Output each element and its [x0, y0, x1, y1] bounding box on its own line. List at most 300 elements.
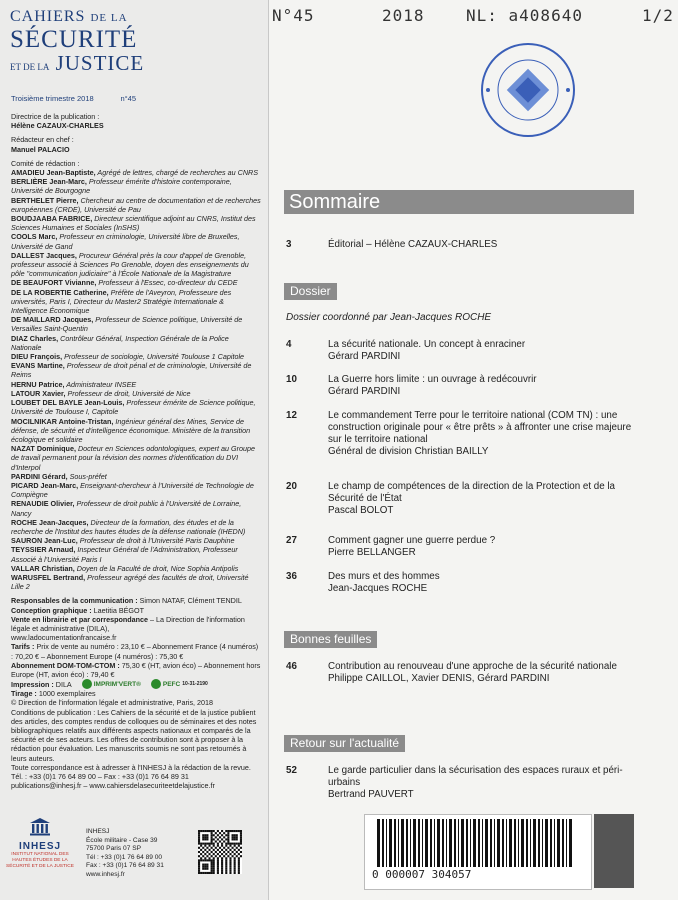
member-desc: Professeur de droit public à l'Université de Lorraine, Nancy	[11, 499, 242, 518]
qr-module	[238, 864, 240, 866]
committee-member	[11, 518, 261, 536]
qr-code[interactable]	[198, 830, 242, 874]
qr-module	[204, 838, 206, 840]
qr-module	[206, 836, 208, 838]
member-desc: Professeur de sociologie, Université Toulouse 1 Capitole	[62, 352, 245, 362]
credits-block	[11, 112, 261, 790]
qr-module	[200, 849, 202, 851]
toc-page-number: 12	[286, 410, 297, 421]
qr-module	[227, 847, 229, 849]
director-label: Directrice de la publication :	[11, 112, 100, 121]
barcode-bar	[382, 819, 384, 867]
barcode-bar	[509, 819, 512, 867]
qr-module	[240, 851, 242, 853]
toc-text	[328, 374, 646, 398]
sales-text: – La Direction de l'information légale et administrative (DILA),	[11, 614, 245, 633]
barcode-bar	[542, 819, 543, 867]
toc-author: Gérard PARDINI	[328, 386, 401, 397]
member-desc: Chercheur au centre de documentation et de recherches européennes (CRDE), Université de Pau	[11, 195, 261, 214]
toc-text	[328, 661, 646, 685]
member-name: PICARD Jean-Marc,	[11, 480, 79, 490]
qr-module	[213, 834, 215, 836]
member-desc: Professeur à l'Essec, co-directeur du CEDE	[96, 278, 238, 288]
qr-module	[240, 838, 242, 840]
qr-module	[213, 872, 215, 874]
qr-module	[227, 840, 229, 842]
qr-module	[229, 853, 231, 855]
inhesj-name: INHESJ	[18, 841, 62, 852]
barcode-bars	[377, 819, 577, 867]
qr-module	[217, 845, 219, 847]
qr-module	[238, 870, 240, 872]
member-name: LATOUR Xavier,	[11, 388, 66, 398]
qr-module	[238, 868, 240, 870]
qr-module	[227, 838, 229, 840]
qr-module	[217, 857, 219, 859]
committee-member	[11, 380, 261, 389]
barcode-bar	[418, 819, 420, 867]
toc-text	[328, 410, 646, 458]
member-desc: Procureur Général près la cour d'appel de Grenoble, professeur associé à Sciences Po Grenoble, doyen des enseignements du pôle "communication judiciaire" à l'École Nationale de la Magistrature	[11, 250, 249, 279]
toc-author: Pierre BELLANGER	[328, 547, 416, 558]
qr-module	[211, 840, 213, 842]
qr-module	[202, 864, 204, 866]
qr-module	[219, 840, 221, 842]
member-name: DIEU François,	[11, 352, 63, 362]
committee-member	[11, 232, 261, 250]
toc-page-number: 27	[286, 535, 297, 546]
member-desc: Ingénieur général des Mines, Service de défense, de sécurité et d'intelligence économique. Ministère de la transition écologique et solidaire	[11, 416, 251, 444]
qr-module	[223, 840, 225, 842]
qr-module	[198, 872, 200, 874]
qr-module	[221, 872, 223, 874]
member-name: VALLAR Christian,	[11, 563, 75, 573]
handwritten-fraction: 1/2	[642, 6, 674, 25]
member-name: HERNU Patrice,	[11, 379, 65, 389]
qr-module	[198, 836, 200, 838]
barcode-bar	[386, 819, 387, 867]
qr-module	[221, 853, 223, 855]
committee-member	[11, 417, 261, 445]
qr-module	[217, 830, 219, 832]
qr-module	[236, 843, 238, 845]
member-desc: Docteur en Sciences odontologiques, expert au Groupe de travail permanent pour la révision des normes d'identification du DVI d'Interpol	[11, 444, 255, 472]
sales-label: Vente en librairie et par correspondance	[11, 614, 149, 624]
qr-module	[211, 866, 213, 868]
qr-module	[221, 857, 223, 859]
qr-module	[206, 847, 208, 849]
barcode-bar	[514, 819, 516, 867]
design-label: Conception graphique :	[11, 605, 92, 615]
qr-module	[221, 834, 223, 836]
qr-module	[202, 859, 204, 861]
qr-module	[221, 845, 223, 847]
editorial-text: Éditorial – Hélène CAZAUX-CHARLES	[328, 239, 498, 250]
barcode-bar	[398, 819, 399, 867]
design-name: Laetitia BÉGOT	[93, 605, 144, 615]
qr-module	[204, 849, 206, 851]
qr-module	[211, 868, 213, 870]
qr-module	[234, 872, 236, 874]
qr-module	[198, 866, 200, 868]
qr-module	[229, 866, 231, 868]
barcode-bar	[442, 819, 444, 867]
barcode-bar	[530, 819, 531, 867]
qr-module	[225, 861, 227, 863]
qr-module	[217, 870, 219, 872]
barcode-bar	[482, 819, 483, 867]
qr-module	[204, 834, 206, 836]
qr-module	[211, 847, 213, 849]
qr-module	[236, 855, 238, 857]
qr-module	[200, 872, 202, 874]
committee-member	[11, 499, 261, 517]
barcode-bar	[422, 819, 423, 867]
masthead	[10, 8, 260, 78]
barcode-bar	[550, 819, 552, 867]
member-name: WARUSFEL Bertrand,	[11, 572, 86, 582]
qr-module	[208, 853, 210, 855]
qr-module	[229, 843, 231, 845]
comm-label: Responsables de la communication :	[11, 596, 138, 606]
member-desc: Administrateur INSEE	[64, 379, 137, 389]
member-name: MOCILNIKAR Antoine-Tristan,	[11, 416, 114, 426]
qr-module	[213, 870, 215, 872]
qr-module	[225, 857, 227, 859]
member-name: SAURON Jean-Luc,	[11, 536, 78, 546]
qr-module	[240, 847, 242, 849]
qr-module	[204, 845, 206, 847]
member-desc: Sous-préfet	[67, 471, 107, 481]
qr-module	[211, 859, 213, 861]
qr-module	[204, 872, 206, 874]
qr-module	[213, 830, 215, 832]
qr-module	[211, 832, 213, 834]
qr-module	[232, 834, 234, 836]
qr-module	[234, 853, 236, 855]
committee-member	[11, 398, 261, 416]
toc-author: Général de division Christian BAILLY	[328, 446, 489, 457]
imprimvert-label: IMPRIM'VERT®	[93, 680, 141, 688]
qr-module	[236, 838, 238, 840]
qr-module	[229, 868, 231, 870]
qr-module	[215, 851, 217, 853]
member-name: RENAUDIE Olivier,	[11, 499, 75, 509]
qr-module	[211, 872, 213, 874]
barcode-bar	[454, 819, 456, 867]
qr-module	[225, 843, 227, 845]
committee-member	[11, 334, 261, 352]
sales-url[interactable]: www.ladocumentationfrancaise.fr	[11, 633, 117, 643]
qr-module	[223, 855, 225, 857]
committee-member	[11, 573, 261, 591]
qr-module	[208, 849, 210, 851]
qr-module	[219, 855, 221, 857]
committee-member	[11, 315, 261, 333]
conditions: Conditions de publication : Les Cahiers de la sécurité et de la justice publient des articles, des comptes rendus de colloques ou de séminaires et des notes bibliographiques relatifs aux différents aspects nationaux et comparés de la sécurité et de ses acteurs. Les offres de contribution sont à proposer à la rédaction pour évaluation. Les manuscrits soumis ne sont pas retournés à leurs auteurs.	[11, 707, 257, 763]
issue-number: n°45	[120, 94, 136, 103]
qr-module	[223, 832, 225, 834]
qr-module	[204, 836, 206, 838]
barcode-bar	[557, 819, 560, 867]
pefc-logo	[151, 679, 208, 689]
qr-module	[223, 847, 225, 849]
qr-module	[221, 870, 223, 872]
qr-module	[236, 851, 238, 853]
qr-module	[211, 861, 213, 863]
qr-module	[234, 836, 236, 838]
committee-member	[11, 472, 261, 481]
tree-icon	[151, 679, 161, 689]
toc-page-number: 52	[286, 765, 297, 776]
member-desc: Inspecteur Général de l'Administration, Professeur Associé à l'Université Paris I	[11, 545, 238, 564]
member-desc: Doyen de la Faculté de droit, Nice Sophia Antipolis	[74, 563, 239, 573]
qr-module	[217, 834, 219, 836]
qr-module	[238, 853, 240, 855]
committee-member	[11, 214, 261, 232]
qr-module	[211, 843, 213, 845]
barcode-bar	[526, 819, 528, 867]
toc-author: Gérard PARDINI	[328, 351, 401, 362]
member-name: ROCHE Jean-Jacques,	[11, 517, 89, 527]
member-name: DALLEST Jacques,	[11, 250, 77, 260]
qr-module	[200, 857, 202, 859]
qr-module	[225, 864, 227, 866]
masthead-dela: DE LA	[90, 12, 128, 24]
qr-module	[225, 838, 227, 840]
qr-module	[215, 832, 217, 834]
qr-module	[202, 847, 204, 849]
member-name: TEYSSIER Arnaud,	[11, 545, 76, 555]
qr-module	[234, 859, 236, 861]
qr-module	[208, 830, 210, 832]
qr-module	[211, 836, 213, 838]
committee-member	[11, 545, 261, 563]
qr-module	[238, 859, 240, 861]
qr-module	[221, 864, 223, 866]
barcode-bar	[413, 819, 416, 867]
tarifs-text: Prix de vente au numéro : 23,10 € – Abonnement France (4 numéros) : 70,20 € – Abonnement Europe (4 numéros) : 75,30 €	[11, 642, 259, 661]
barcode-bar	[566, 819, 567, 867]
inhesj-address	[86, 828, 164, 880]
qr-module	[204, 866, 206, 868]
section-bonnes-feuilles: Bonnes feuilles	[284, 631, 377, 648]
qr-module	[227, 851, 229, 853]
pefc-code: 10-31-2190	[182, 680, 208, 687]
barcode-bar	[430, 819, 432, 867]
qr-module	[236, 834, 238, 836]
barcode-bar	[490, 819, 492, 867]
qr-module	[229, 830, 231, 832]
qr-module	[240, 843, 242, 845]
barcode-bar	[545, 819, 548, 867]
address-line: 75700 Paris 07 SP	[86, 845, 141, 853]
issue-quarter: Troisième trimestre 2018	[11, 94, 94, 103]
address-line: École militaire - Case 39	[86, 836, 158, 844]
toc-text	[328, 535, 646, 559]
qr-module	[232, 843, 234, 845]
committee-list	[11, 168, 261, 591]
member-name: EVANS Martine,	[11, 361, 65, 371]
qr-module	[225, 830, 227, 832]
member-name: DIAZ Charles,	[11, 333, 59, 343]
address-line: www.inhesj.fr	[86, 870, 125, 878]
sommaire-title: Sommaire	[284, 190, 634, 214]
qr-module	[221, 866, 223, 868]
qr-module	[208, 843, 210, 845]
barcode-bar	[466, 819, 468, 867]
committee-member	[11, 481, 261, 499]
handwritten-ref: NL: a408640	[466, 6, 583, 25]
editor-name: Manuel PALACIO	[11, 144, 70, 154]
qr-module	[227, 830, 229, 832]
qr-module	[198, 843, 200, 845]
qr-module	[208, 845, 210, 847]
qr-module	[225, 868, 227, 870]
qr-module	[238, 872, 240, 874]
qr-module	[215, 855, 217, 857]
committee-member	[11, 288, 261, 316]
barcode-bar	[478, 819, 480, 867]
masthead-justice: JUSTICE	[55, 51, 145, 75]
qr-module	[217, 843, 219, 845]
toc-page-number: 36	[286, 571, 297, 582]
qr-module	[206, 855, 208, 857]
qr-module	[223, 851, 225, 853]
member-desc: Agrégé de lettres, chargé de recherches au CNRS	[95, 168, 259, 178]
toc-title: Le garde particulier dans la sécurisation des espaces ruraux et péri-urbains	[328, 765, 623, 788]
qr-module	[198, 861, 200, 863]
pefc-label: PEFC	[162, 680, 181, 688]
barcode-bar	[533, 819, 536, 867]
qr-module	[213, 849, 215, 851]
qr-module	[208, 857, 210, 859]
member-name: DE MAILLARD Jacques,	[11, 315, 94, 325]
toc-title: Comment gagner une guerre perdue ?	[328, 535, 496, 546]
qr-module	[198, 832, 200, 834]
qr-module	[234, 849, 236, 851]
qr-module	[238, 845, 240, 847]
qr-module	[232, 836, 234, 838]
qr-module	[213, 864, 215, 866]
qr-module	[225, 834, 227, 836]
qr-module	[219, 847, 221, 849]
member-desc: Professeur émérite d'histoire contemporaine, Université de Bourgogne	[11, 177, 232, 196]
address-line: INHESJ	[86, 828, 110, 835]
qr-module	[211, 830, 213, 832]
qr-module	[211, 838, 213, 840]
editor-label: Rédacteur en chef :	[11, 135, 74, 145]
qr-module	[200, 859, 202, 861]
print-label: Impression :	[11, 679, 54, 689]
member-desc: Professeur agrégé des facultés de droit, Université Lille 2	[11, 572, 249, 592]
toc-text	[328, 481, 646, 517]
barcode-bar	[497, 819, 500, 867]
qr-module	[227, 855, 229, 857]
domtom-label: Abonnement DOM-TOM-CTOM :	[11, 660, 120, 670]
qr-module	[211, 855, 213, 857]
qr-module	[229, 864, 231, 866]
qr-module	[208, 872, 210, 874]
member-name: AMADIEU Jean-Baptiste,	[11, 168, 96, 178]
qr-module	[202, 872, 204, 874]
member-desc: Directeur de la formation, des études et de la recherche de l'Institut des hautes études de la défense nationale (IHEDN)	[11, 517, 246, 536]
qr-module	[204, 859, 206, 861]
toc-author: Bertrand PAUVERT	[328, 789, 414, 800]
qr-module	[215, 840, 217, 842]
barcode-bar	[446, 819, 447, 867]
inhesj-logo	[6, 818, 74, 898]
member-name: NAZAT Dominique,	[11, 444, 76, 454]
qr-module	[219, 836, 221, 838]
barcode-bar	[470, 819, 471, 867]
committee-member	[11, 389, 261, 398]
toc-page-number: 4	[286, 339, 292, 350]
qr-module	[211, 864, 213, 866]
qr-module	[217, 853, 219, 855]
qr-module	[217, 861, 219, 863]
qr-module	[238, 830, 240, 832]
qr-module	[225, 866, 227, 868]
qr-module	[206, 830, 208, 832]
committee-member	[11, 251, 261, 279]
credits-column	[0, 0, 269, 900]
barcode-bar	[518, 819, 519, 867]
committee-member	[11, 278, 261, 287]
qr-module	[204, 843, 206, 845]
section-retour: Retour sur l'actualité	[284, 735, 405, 752]
barcode-bar	[394, 819, 396, 867]
address-line: Tél : +33 (0)1 76 64 89 00	[86, 853, 163, 861]
toc-text	[328, 571, 646, 595]
qr-module	[217, 868, 219, 870]
qr-module	[221, 868, 223, 870]
barcode-bar	[485, 819, 488, 867]
qr-module	[234, 866, 236, 868]
qr-module	[200, 830, 202, 832]
qr-module	[232, 838, 234, 840]
barcode-bar	[521, 819, 524, 867]
qr-module	[217, 849, 219, 851]
qr-module	[232, 855, 234, 857]
qr-module	[238, 857, 240, 859]
toc-text	[328, 765, 646, 801]
qr-module	[198, 834, 200, 836]
qr-module	[232, 847, 234, 849]
qr-module	[221, 838, 223, 840]
barcode-bar	[538, 819, 540, 867]
qr-module	[232, 830, 234, 832]
qr-module	[219, 851, 221, 853]
barcode-bar	[562, 819, 564, 867]
member-desc: Préfète de l'Aveyron, Professeure des universités, Paris I, Directeur du Master2 Stratégie Internationale & Intelligence Économique	[11, 287, 232, 316]
correspondence: Toute correspondance est à adresser à l'INHESJ à la rédaction de la revue.	[11, 762, 251, 772]
toc-author: Pascal BOLOT	[328, 505, 394, 516]
toc-title: Des murs et des hommes	[328, 571, 440, 582]
member-name: BERTHELET Pierre,	[11, 195, 79, 205]
toc-title: Le commandement Terre pour le territoire national (COM TN) : une construction originale pour « être prêts » à affronter une crise majeure sur le territoire national	[328, 410, 632, 445]
qr-module	[202, 836, 204, 838]
web-contact[interactable]: publications@inhesj.fr – www.cahiersdelasecuriteetdelajustice.fr	[11, 781, 215, 791]
masthead-etdela: ET DE LA	[10, 62, 50, 72]
barcode-bar	[449, 819, 452, 867]
qr-module	[223, 836, 225, 838]
qr-module	[213, 853, 215, 855]
qr-module	[227, 843, 229, 845]
qr-module	[234, 870, 236, 872]
qr-module	[206, 834, 208, 836]
qr-module	[225, 853, 227, 855]
